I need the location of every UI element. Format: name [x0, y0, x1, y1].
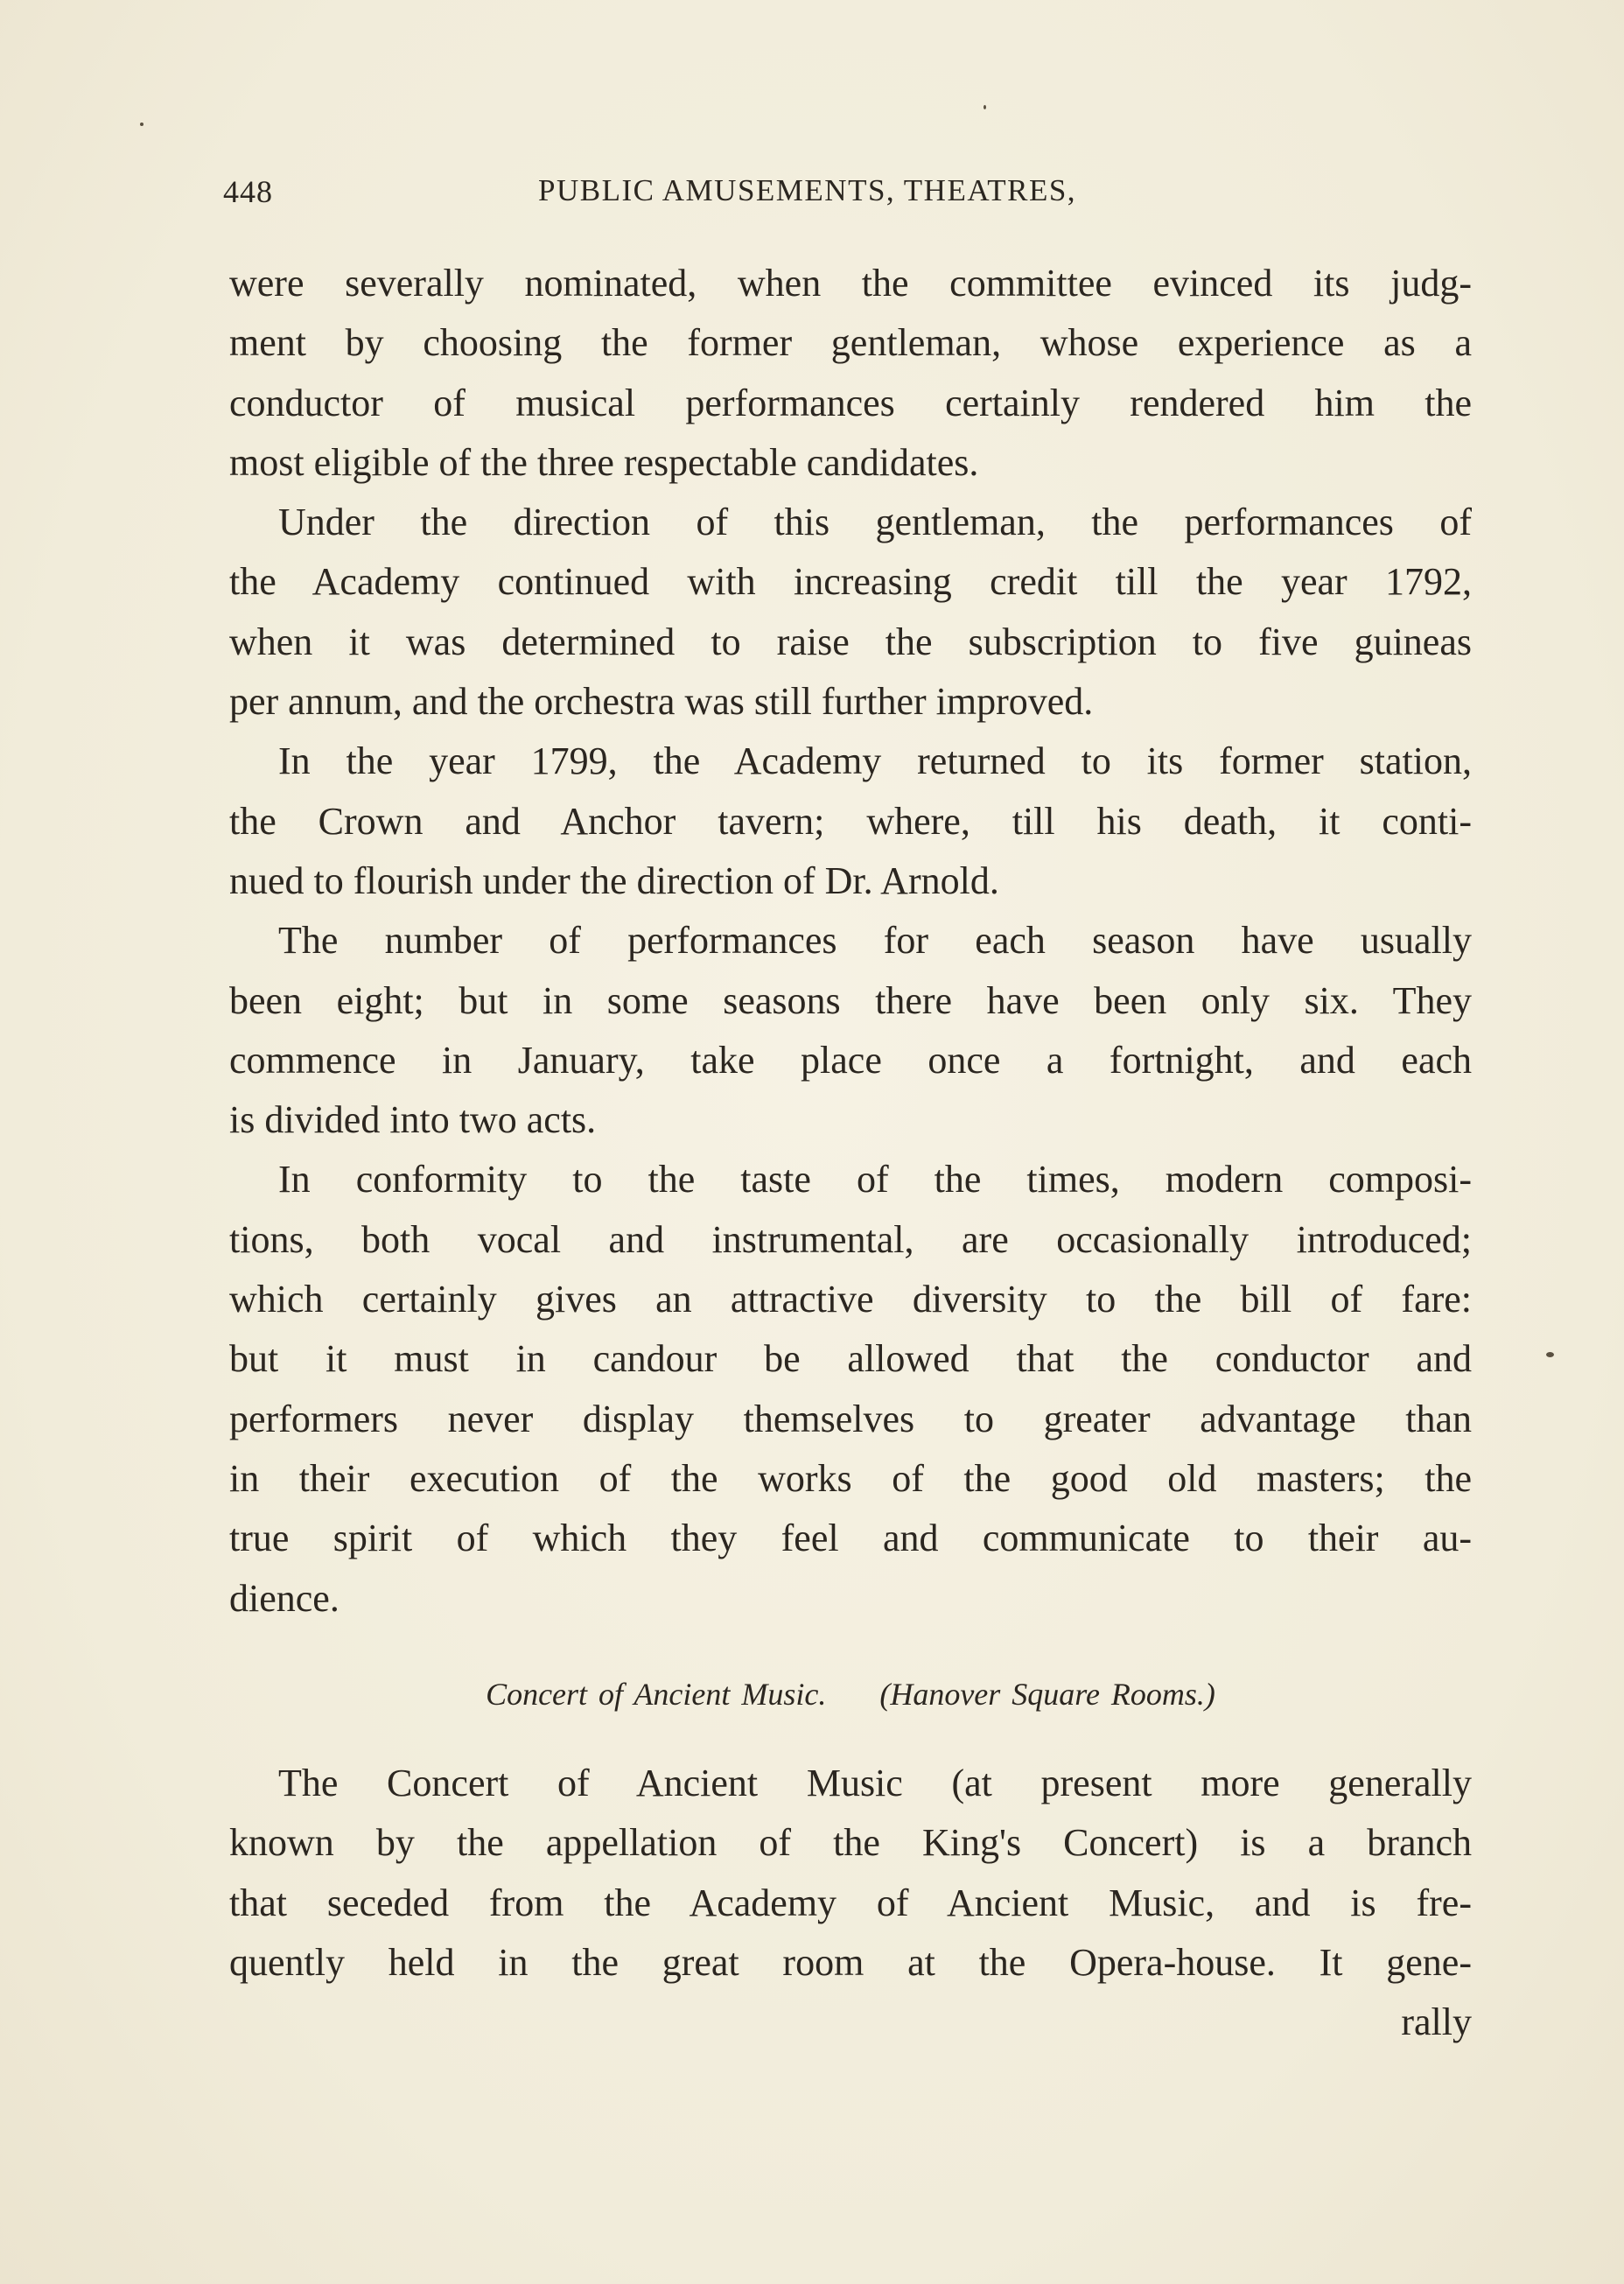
- text-line: in their execution of the works of the good old masters; the: [229, 1456, 1472, 1500]
- text-line: when it was determined to raise the subscription to five guineas: [229, 620, 1472, 663]
- text-line: The Concert of Ancient Music (at present more generally: [278, 1762, 1472, 1804]
- text-line: ment by choosing the former gentleman, whose experience as a: [229, 321, 1472, 365]
- text-line: is divided into two acts.: [229, 1098, 597, 1142]
- page-number: 448: [223, 174, 273, 209]
- text-line: commence in January, take place once a fortnight, and each: [229, 1038, 1472, 1082]
- text-line: In conformity to the taste of the times, modern composi-: [278, 1158, 1472, 1202]
- text-line: been eight; but in some seasons there have been only six. They: [229, 978, 1472, 1022]
- text-line: quently held in the great room at the Opera-house. It gene-: [229, 1940, 1472, 1984]
- paper-speck: [984, 105, 986, 109]
- text-line: In the year 1799, the Academy returned to its former station,: [278, 739, 1472, 783]
- text-line: nued to flourish under the direction of Dr. Arnold.: [229, 858, 999, 902]
- text-line: known by the appellation of the King's Concert) is a branch: [229, 1821, 1472, 1865]
- catchword: rally: [1401, 2000, 1472, 2044]
- text-line: that seceded from the Academy of Ancient Music, and is fre-: [229, 1881, 1472, 1924]
- text-line: were severally nominated, when the committee evinced its judg-: [229, 262, 1472, 305]
- section-title: Concert of Ancient Music.: [486, 1677, 827, 1712]
- section-body-text: [229, 1754, 1472, 2052]
- text-line: dience.: [229, 1576, 340, 1620]
- text-line: per annum, and the orchestra was still further improved.: [229, 680, 1094, 724]
- section-subtitle: (Hanover Square Rooms.): [879, 1677, 1215, 1712]
- running-head: PUBLIC AMUSEMENTS, THEATRES,: [538, 173, 1077, 207]
- body-text: [229, 254, 1472, 1629]
- text-line: performers never display themselves to greater advantage than: [229, 1397, 1472, 1440]
- text-line: the Crown and Anchor tavern; where, till his death, it conti-: [229, 799, 1472, 843]
- page-header: [223, 173, 1469, 226]
- paper-speck: [1546, 1352, 1554, 1357]
- text-line: tions, both vocal and instrumental, are occasionally introduced;: [229, 1217, 1472, 1261]
- text-line: but it must in candour be allowed that the conductor and: [229, 1337, 1472, 1381]
- text-line: conductor of musical performances certainly rendered him the: [229, 381, 1472, 424]
- text-line: most eligible of the three respectable candidates.: [229, 440, 979, 484]
- text-line: which certainly gives an attractive diversity to the bill of fare:: [229, 1278, 1472, 1321]
- text-line: true spirit of which they feel and communicate to their au-: [229, 1517, 1472, 1560]
- text-line: the Academy continued with increasing credit till the year 1792,: [229, 560, 1472, 604]
- text-line: The number of performances for each season have usually: [278, 919, 1472, 963]
- paper-speck: [140, 123, 144, 126]
- section-heading: [229, 1676, 1472, 1713]
- text-line: Under the direction of this gentleman, the performances of: [278, 501, 1472, 544]
